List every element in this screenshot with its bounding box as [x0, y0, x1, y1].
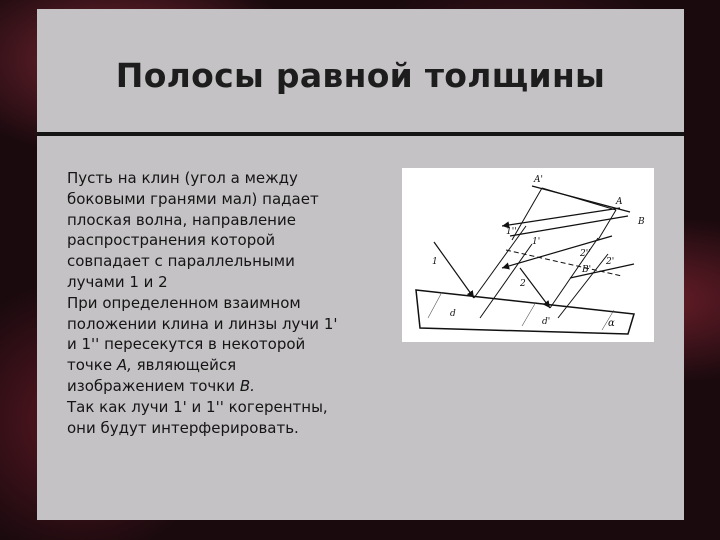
label-b: B — [638, 217, 645, 227]
text-line: и 1'' пересекутся в некоторой — [67, 335, 306, 354]
wedge-diagram-svg — [402, 168, 654, 342]
text-line: При определенном взаимном — [67, 293, 301, 312]
wedge-shape — [416, 290, 634, 334]
incident-ray-1 — [434, 242, 474, 298]
label-ray-1-prime: 1' — [532, 237, 541, 247]
slide-title: Полосы равной толщины — [115, 55, 606, 95]
label-d-prime: d' — [542, 317, 551, 327]
text-line: они будут интерферировать. — [67, 418, 299, 437]
text-line-suffix: являющейся — [131, 356, 237, 375]
label-alpha: α — [608, 318, 615, 329]
label-b-prime: B' — [582, 265, 592, 275]
wedge-hatch — [428, 292, 442, 318]
label-ray-2-double: 2'' — [580, 249, 591, 259]
label-ray-2-prime: 2' — [606, 257, 615, 267]
focus-line — [542, 188, 616, 210]
text-line: совпадает с параллельными — [67, 252, 295, 271]
title-panel — [37, 9, 684, 133]
text-line-prefix: точке — [67, 356, 117, 375]
wedge-hatch — [522, 302, 536, 326]
focus-line — [598, 210, 616, 240]
content-panel — [37, 136, 684, 520]
label-ray-1-double: 1'' — [506, 227, 517, 237]
label-ray-1: 1 — [432, 257, 438, 267]
text-line-prefix: изображением точки — [67, 376, 240, 395]
body-paragraph — [67, 168, 407, 438]
outgoing-ray-3 — [502, 236, 615, 268]
text-line: Пусть на клин (угол a между — [67, 169, 298, 187]
label-ray-2: 2 — [520, 279, 526, 289]
label-a: A — [616, 197, 623, 207]
text-line: Так как лучи 1' и 1'' когерентны, — [67, 397, 328, 416]
label-d: d — [450, 309, 456, 319]
point-b-label: В. — [239, 376, 255, 395]
outgoing-ray-1 — [502, 208, 620, 226]
wedge-diagram — [402, 168, 654, 342]
text-line: распространения которой — [67, 231, 276, 250]
text-line-point-a — [67, 355, 407, 376]
reflected-ray — [474, 226, 526, 298]
text-line: лучами 1 и 2 — [67, 272, 168, 291]
text-line: положении клина и линзы лучи 1' — [67, 314, 338, 333]
text-line-point-b — [67, 376, 407, 397]
point-a-label: А, — [116, 356, 132, 375]
text-line: боковыми гранями мал) падает — [67, 189, 319, 208]
text-line: плоская волна, направление — [67, 210, 296, 229]
label-a-prime: A' — [534, 175, 543, 185]
